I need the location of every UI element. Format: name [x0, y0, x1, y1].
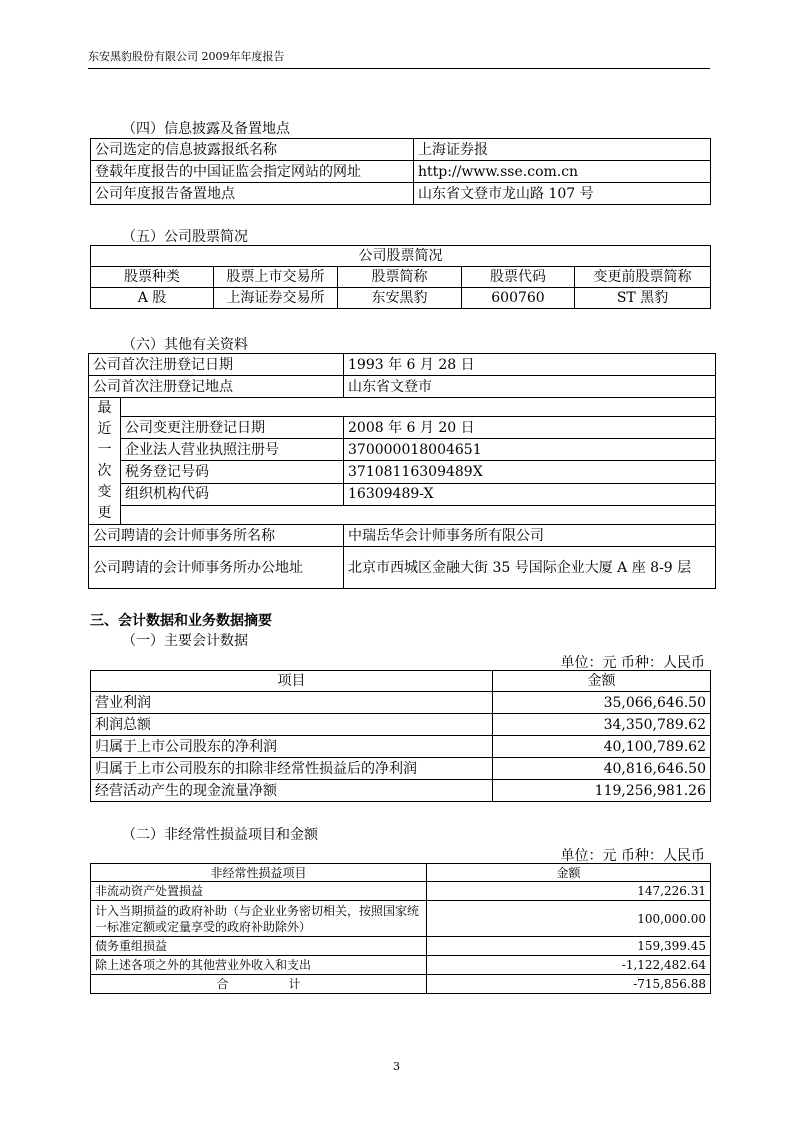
row-value: 北京市西城区金融大街 35 号国际企业大厦 A 座 8-9 层	[344, 547, 716, 589]
row-value: http://www.sse.com.cn	[414, 161, 711, 183]
row-value: 2008 年 6 月 20 日	[344, 417, 716, 439]
item-cell: 债务重组损益	[91, 937, 427, 956]
table-row	[91, 714, 711, 736]
header-cell: 股票种类	[91, 267, 214, 288]
table-row	[91, 882, 711, 901]
sub-1-caption: （一）主要会计数据	[122, 633, 248, 649]
row-value: 山东省文登市龙山路 107 号	[414, 183, 711, 205]
recent-char: 变	[97, 484, 112, 500]
header-cell: 金额	[427, 864, 711, 882]
stock-exchange: 上海证券交易所	[214, 288, 338, 309]
table-row	[89, 376, 716, 398]
table-row	[91, 956, 711, 975]
page-header: 东安黑豹股份有限公司 2009年年度报告	[88, 50, 285, 63]
header-cell: 金额	[493, 671, 711, 692]
former-stock-name: ST 黑豹	[575, 288, 711, 309]
item-cell: 除上述各项之外的其他营业外收入和支出	[91, 956, 427, 975]
row-label: 公司聘请的会计师事务所办公地址	[89, 547, 344, 589]
page-number: 3	[393, 1060, 400, 1073]
table-row	[89, 461, 716, 483]
table-header-row	[91, 671, 711, 692]
amount-cell: 35,066,646.50	[493, 692, 711, 714]
table-row	[89, 547, 716, 589]
row-label: 公司聘请的会计师事务所名称	[89, 525, 344, 547]
amount-cell: 159,399.45	[427, 937, 711, 956]
amount-cell: -1,122,482.64	[427, 956, 711, 975]
amount-cell: 34,350,789.62	[493, 714, 711, 736]
other-info-table	[88, 353, 716, 589]
item-cell: 营业利润	[91, 692, 493, 714]
table-row	[91, 139, 711, 161]
table-row	[91, 161, 711, 183]
header-cell: 项目	[91, 671, 493, 692]
sub-1-unit: 单位：元 币种：人民币	[560, 655, 705, 671]
row-label: 公司首次注册登记日期	[89, 354, 344, 376]
part-3-title: 三、会计数据和业务数据摘要	[90, 613, 272, 629]
item-cell: 利润总额	[91, 714, 493, 736]
blank-cell	[121, 505, 716, 524]
table-row	[91, 183, 711, 205]
row-label: 企业法人营业执照注册号	[121, 439, 344, 461]
header-cell: 股票简称	[338, 267, 462, 288]
row-value: 上海证券报	[414, 139, 711, 161]
table-row	[91, 937, 711, 956]
row-label: 公司选定的信息披露报纸名称	[91, 139, 414, 161]
row-label: 税务登记号码	[121, 461, 344, 483]
table-row	[89, 439, 716, 461]
row-label: 公司变更注册登记日期	[121, 417, 344, 439]
row-label: 组织机构代码	[121, 483, 344, 505]
row-value: 37108116309489X	[344, 461, 716, 483]
stock-table-title: 公司股票简况	[91, 246, 711, 267]
item-cell: 归属于上市公司股东的净利润	[91, 736, 493, 758]
stock-name: 东安黑豹	[338, 288, 462, 309]
table-header-row	[91, 267, 711, 288]
main-accounting-table	[90, 670, 711, 802]
row-label: 公司年度报告备置地点	[91, 183, 414, 205]
table-row	[89, 525, 716, 547]
non-recurring-table	[90, 863, 711, 994]
table-header-row	[91, 864, 711, 882]
header-cell: 股票代码	[462, 267, 575, 288]
table-row	[91, 736, 711, 758]
recent-char: 一	[97, 442, 112, 458]
amount-cell: 40,100,789.62	[493, 736, 711, 758]
disclosure-table	[90, 138, 711, 205]
table-row	[91, 758, 711, 780]
item-cell: 非流动资产处置损益	[91, 882, 427, 901]
table-row	[89, 483, 716, 505]
sub-2-unit: 单位：元 币种：人民币	[560, 848, 705, 864]
amount-cell: 119,256,981.26	[493, 780, 711, 802]
item-cell: 计入当期损益的政府补助（与企业业务密切相关，按照国家统一标准定额或定量享受的政府补助除外）	[91, 901, 427, 937]
table-row	[91, 901, 711, 937]
section-6-caption: （六）其他有关资料	[122, 337, 248, 353]
amount-cell: 147,226.31	[427, 882, 711, 901]
row-label: 登载年度报告的中国证监会指定网站的网址	[91, 161, 414, 183]
table-row	[89, 505, 716, 524]
stock-code: 600760	[462, 288, 575, 309]
table-row	[89, 398, 716, 417]
row-value: 1993 年 6 月 28 日	[344, 354, 716, 376]
recent-char: 近	[97, 421, 112, 437]
item-cell: 归属于上市公司股东的扣除非经常性损益后的净利润	[91, 758, 493, 780]
row-label: 公司首次注册登记地点	[89, 376, 344, 398]
recent-char: 最	[97, 400, 112, 416]
table-row	[89, 354, 716, 376]
section-4-caption: （四）信息披露及备置地点	[122, 121, 290, 137]
row-value: 中瑞岳华会计师事务所有限公司	[344, 525, 716, 547]
sub-2-caption: （二）非经常性损益项目和金额	[122, 827, 318, 843]
table-total-row	[91, 975, 711, 994]
table-row	[91, 246, 711, 267]
amount-cell: 100,000.00	[427, 901, 711, 937]
table-row	[91, 780, 711, 802]
total-amount: -715,856.88	[427, 975, 711, 994]
recent-change-label	[89, 398, 121, 525]
table-row	[91, 288, 711, 309]
table-row	[89, 417, 716, 439]
stock-type: A 股	[91, 288, 214, 309]
table-row	[91, 692, 711, 714]
header-cell: 变更前股票简称	[575, 267, 711, 288]
row-value: 16309489-X	[344, 483, 716, 505]
item-cell: 经营活动产生的现金流量净额	[91, 780, 493, 802]
header-cell: 非经常性损益项目	[91, 864, 427, 882]
total-label: 合 计	[91, 975, 427, 994]
blank-cell	[121, 398, 716, 417]
row-value: 山东省文登市	[344, 376, 716, 398]
section-5-caption: （五）公司股票简况	[122, 229, 248, 245]
header-divider	[88, 68, 710, 69]
header-cell: 股票上市交易所	[214, 267, 338, 288]
amount-cell: 40,816,646.50	[493, 758, 711, 780]
row-value: 370000018004651	[344, 439, 716, 461]
recent-char: 次	[97, 463, 112, 479]
recent-char: 更	[97, 505, 112, 521]
stock-table	[90, 245, 711, 309]
